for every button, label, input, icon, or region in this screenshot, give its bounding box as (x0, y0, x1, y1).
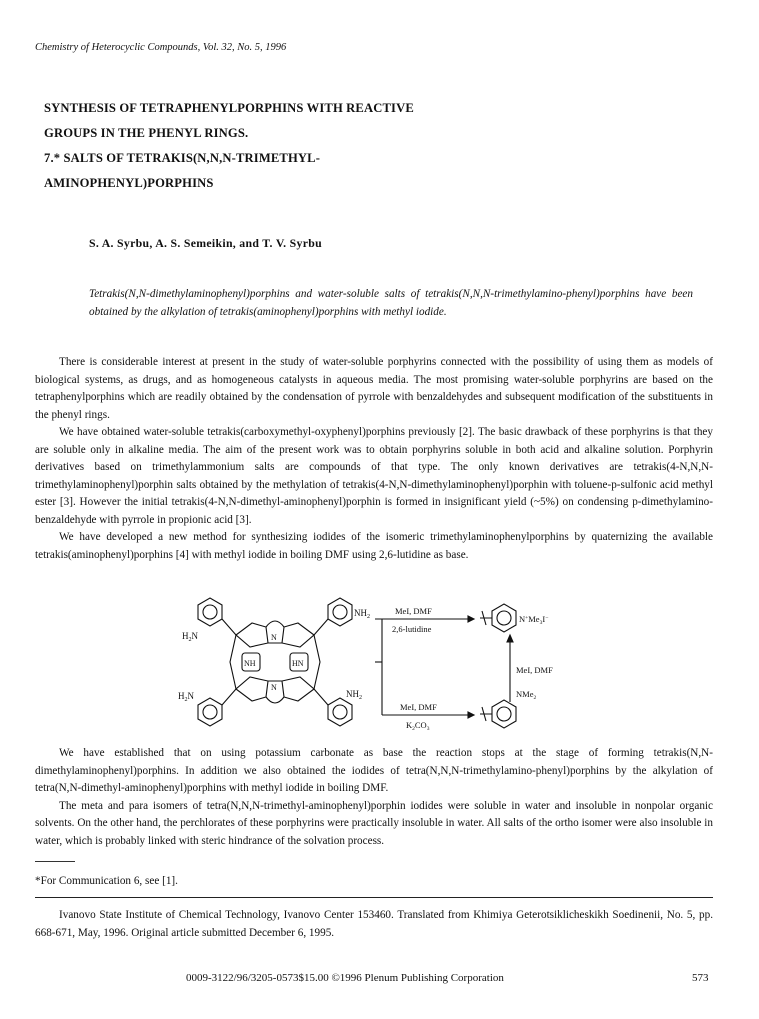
paragraph-2: We have obtained water-soluble tetrakis(carboxymethyl-oxyphenyl)porphins previously [2]. The basic drawback of these porphyrins is that they are soluble only in alkaline media. The aim of the present work was to obtain porphyrins soluble in both acid and alkaline solution. Porphyrin derivatives based on trimethylammonium salts are compounds of that type. The only known derivatives are tetrakis(4-N,N,N-trimethylaminophenyl)porphin salts obtained by the methylation of tetrakis(4-N,N-dimethylaminophenyl)porphin with toluene-p-sulfonic acid methyl ester [3]. However the initial tetrakis(4-N,N-dimethyl-aminophenyl)porphin is formed in insignificant yield (~5%) on condensing p-dimethylamino-benzaldehyde with pyrrole in propionic acid [3]. (35, 426, 713, 526)
affiliation-block (35, 907, 713, 942)
paragraph-4: We have established that on using potassium carbonate as base the reaction stops at the stage of forming tetrakis(N,N-dimethylaminophenyl)porphins. In addition we also obtained the iodides of tetra(N,N,N-trimethylamino-phenyl)porphins by the alkylation of tetra(N,N-dimethyl-aminophenyl)porphins with methyl iodide in boiling DMF. (35, 747, 713, 794)
footnote-rule (35, 861, 75, 862)
title-line-2: GROUPS IN THE PHENYL RINGS. (44, 126, 249, 140)
label-nh2-top-right: $NH_2$ (354, 608, 370, 620)
bottom-reagent: MeI, DMF (400, 702, 437, 712)
title-line-4: AMINOPHENYL)PORPHINS (44, 176, 214, 190)
product-ring-top (480, 604, 516, 632)
label-h2n-left: $H_2N$ (182, 631, 198, 643)
body-text-top (35, 354, 713, 564)
phenyl-ring-top-right (328, 598, 352, 626)
label-hn: HN (292, 659, 304, 668)
label-nh: NH (244, 659, 256, 668)
paragraph-3: We have developed a new method for synthesizing iodides of the isomeric trimethylaminophenylporphins by quaternizing the available tetrakis(aminophenyl)porphins [4] with methyl iodide in boiling DMF using 2,6-lutidine as base. (35, 531, 713, 561)
product-ring-bottom (480, 700, 516, 728)
journal-header: Chemistry of Heterocyclic Compounds, Vol. 32, No. 5, 1996 (35, 42, 287, 53)
footer-code: 0009-3122/96/3205-0573$15.00 ©1996 Plenum Publishing Corporation (186, 972, 504, 984)
abstract: Tetrakis(N,N-dimethylaminophenyl)porphins and water-soluble salts of tetrakis(N,N,N-trimethylamino-phenyl)porphins have been obtained by the alkylation of tetrakis(aminophenyl)porphins with methyl iodide. (89, 288, 693, 318)
paragraph-1: There is considerable interest at present in the study of water-soluble porphyrins connected with the possibility of using them as models of biological systems, as drugs, and as homogeneous catalysts in aqueous media. The most promising water-soluble porphyrins are based on the tetraphenylporphins which are readily obtained by the condensation of pyrrole with benzaldehydes and subsequent modification of the substituents in the phenyl rings. (35, 356, 713, 421)
page-number: 573 (692, 972, 709, 984)
reaction-scheme (170, 587, 590, 737)
top-base: 2,6-lutidine (392, 624, 432, 634)
side-reagent: MeI, DMF (516, 665, 553, 675)
paragraph-5: The meta and para isomers of tetra(N,N,N-trimethyl-aminophenyl)porphin iodides were soluble in water and insoluble in nonpolar organic solvents. On the other hand, the perchlorates of these porphyrins were practically insoluble in water. All salts of the ortho isomer were also insoluble in water, which is probably linked with steric hindrance of the solvation process. (35, 799, 713, 847)
porphyrin-core (222, 619, 328, 705)
affiliation-rule (35, 897, 713, 898)
authors: S. A. Syrbu, A. S. Semeikin, and T. V. Syrbu (89, 236, 322, 250)
phenyl-ring-bottom-left (198, 698, 222, 726)
label-n-bottom: N (271, 683, 277, 692)
product-top-label: $N^+Me_3I^-$ (519, 614, 549, 626)
label-n-top: N (271, 633, 277, 642)
phenyl-ring-top-left (198, 598, 222, 626)
bottom-base: $K_2CO_3$ (406, 720, 430, 732)
title-line-1: SYNTHESIS OF TETRAPHENYLPORPHINS WITH REACTIVE (44, 101, 414, 115)
label-h2n-bottom-left: $H_2N$ (178, 691, 194, 703)
article-title (44, 96, 414, 196)
product-bottom-label: NMe$_2$ (516, 689, 537, 701)
body-text-bottom (35, 745, 713, 850)
affiliation-text: Ivanovo State Institute of Chemical Technology, Ivanovo Center 153460. Translated from Khimiya Geterotsiklicheskikh Soedinenii, No. 5, pp. 668-671, May, 1996. Original article submitted December 6, 1995. (35, 909, 713, 939)
top-reagent: MeI, DMF (395, 606, 432, 616)
label-nh2-bottom-right: $NH_2$ (346, 689, 362, 701)
title-line-3: 7.* SALTS OF TETRAKIS(N,N,N-TRIMETHYL- (44, 151, 321, 165)
footnote: *For Communication 6, see [1]. (35, 875, 178, 887)
phenyl-ring-bottom-right (328, 698, 352, 726)
